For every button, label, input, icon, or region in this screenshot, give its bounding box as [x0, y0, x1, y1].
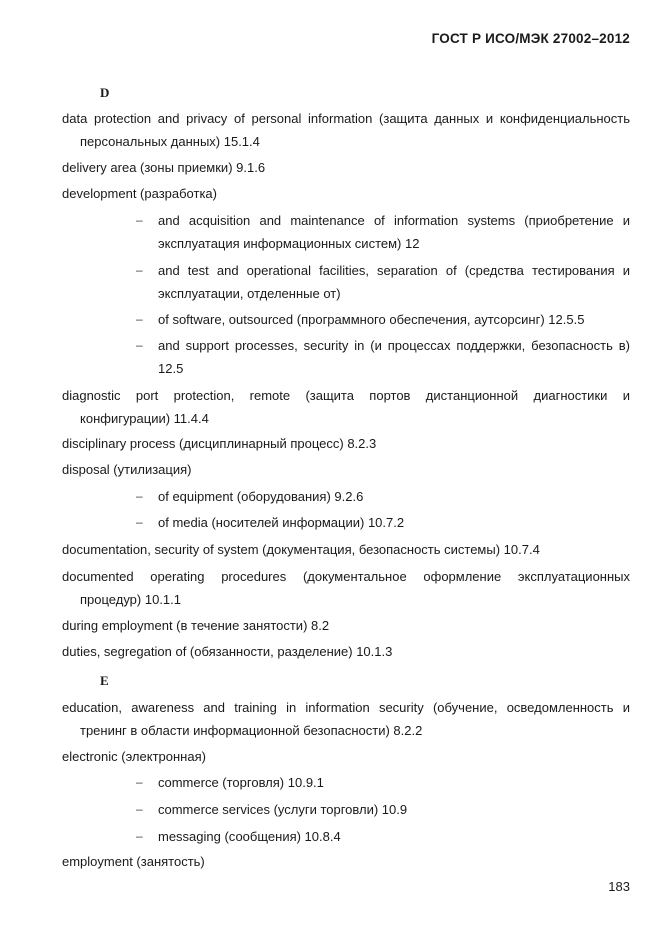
entry-line: of software, outsourced (программного обеспечения, аутсорсинг) 12.5.5: [158, 312, 585, 327]
sub-entry-test-facilities: [158, 259, 630, 305]
sub-entry-acquisition: [158, 209, 630, 255]
dash-mark: –: [136, 829, 143, 843]
entry-line: employment (занятость): [62, 854, 205, 869]
index-entry-disposal: [62, 458, 630, 481]
dash-mark: –: [136, 515, 143, 529]
sub-entry-commerce-services: [158, 798, 630, 821]
index-entry-duties: [62, 640, 630, 663]
entry-line: конфигурации) 11.4.4: [80, 411, 209, 426]
entry-line: персональных данных) 15.1.4: [80, 134, 260, 149]
index-entry-during-employment: [62, 614, 630, 637]
entry-line: эксплуатации, отделенные от): [158, 286, 341, 301]
entry-line: эксплуатация информационных систем) 12: [158, 236, 420, 251]
section-letter-e: E: [100, 673, 109, 688]
dash-mark: –: [136, 775, 143, 789]
index-entry-documentation: [62, 538, 630, 561]
index-entry-documented: [62, 565, 630, 611]
page-number: 183: [608, 879, 630, 894]
entry-line: electronic (электронная): [62, 749, 206, 764]
entry-line: diagnostic port protection, remote (защита портов дистанционной диагностики и: [62, 388, 630, 403]
index-entry-education: [62, 696, 630, 742]
entry-line: and support processes, security in (и процессах поддержки, безопасность в): [158, 338, 630, 353]
sub-entry-media: [158, 511, 630, 534]
index-entry-electronic: [62, 745, 630, 768]
entry-line: and acquisition and maintenance of information systems (приобретение и: [158, 213, 630, 228]
sub-entry-support-processes: [158, 334, 630, 380]
entry-line: documented operating procedures (документальное оформление эксплуатационных: [62, 569, 630, 584]
dash-mark: –: [136, 213, 143, 227]
entry-line: disciplinary process (дисциплинарный процесс) 8.2.3: [62, 436, 377, 451]
dash-mark: –: [136, 338, 143, 352]
index-entry-data-protection: [62, 107, 630, 153]
dash-mark: –: [136, 312, 143, 326]
document-header: ГОСТ Р ИСО/МЭК 27002–2012: [431, 31, 630, 46]
entry-line: of equipment (оборудования) 9.2.6: [158, 489, 364, 504]
entry-line: messaging (сообщения) 10.8.4: [158, 829, 341, 844]
dash-mark: –: [136, 263, 143, 277]
entry-line: 12.5: [158, 361, 184, 376]
entry-line: тренинг в области информационной безопасности) 8.2.2: [80, 723, 423, 738]
section-letter-d: D: [100, 85, 110, 100]
entry-line: education, awareness and training in information security (обучение, осведомленность и: [62, 700, 630, 715]
entry-line: disposal (утилизация): [62, 462, 192, 477]
sub-entry-equipment: [158, 485, 630, 508]
index-entry-development: [62, 182, 630, 205]
entry-line: delivery area (зоны приемки) 9.1.6: [62, 160, 266, 175]
entry-line: of media (носителей информации) 10.7.2: [158, 515, 405, 530]
entry-line: development (разработка): [62, 186, 217, 201]
entry-line: commerce (торговля) 10.9.1: [158, 775, 324, 790]
index-entry-delivery-area: [62, 156, 630, 179]
entry-line: процедур) 10.1.1: [80, 592, 181, 607]
index-entry-employment: [62, 850, 630, 873]
index-entry-diagnostic: [62, 384, 630, 430]
entry-line: commerce services (услуги торговли) 10.9: [158, 802, 408, 817]
entry-line: duties, segregation of (обязанности, разделение) 10.1.3: [62, 644, 393, 659]
entry-line: documentation, security of system (документация, безопасность системы) 10.7.4: [62, 542, 540, 557]
entry-line: and test and operational facilities, separation of (средства тестирования и: [158, 263, 630, 278]
sub-entry-software-outsourced: [158, 308, 630, 331]
dash-mark: –: [136, 489, 143, 503]
sub-entry-commerce: [158, 771, 630, 794]
entry-line: during employment (в течение занятости) 8.2: [62, 618, 330, 633]
dash-mark: –: [136, 802, 143, 816]
entry-line: data protection and privacy of personal information (защита данных и конфиденциальность: [62, 111, 630, 126]
sub-entry-messaging: [158, 825, 630, 848]
index-entry-disciplinary: [62, 432, 630, 455]
